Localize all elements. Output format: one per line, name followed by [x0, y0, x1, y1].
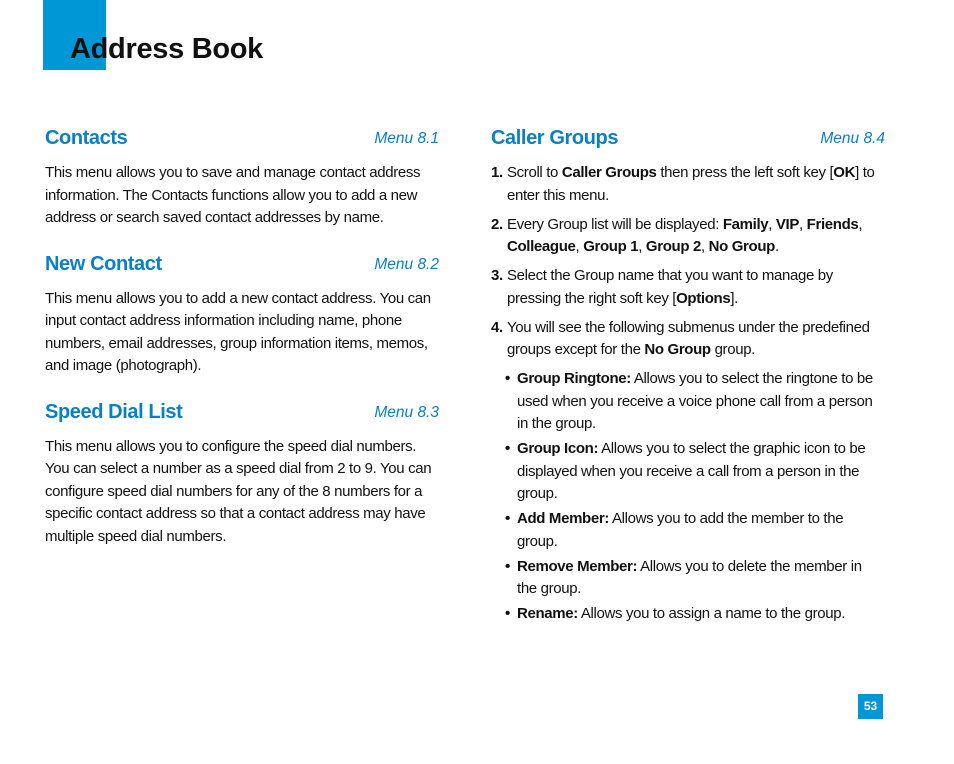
submenu-description: Allows you to delete the member in the group. [517, 557, 862, 597]
section-title: New Contact [45, 252, 162, 275]
step-item [491, 214, 885, 259]
submenu-label: Remove Member: [517, 557, 638, 575]
submenu-label: Add Member: [517, 510, 609, 527]
step-number: 2. [491, 215, 503, 233]
submenu-item [491, 368, 885, 436]
menu-reference: Menu 8.1 [374, 130, 439, 147]
submenu-description: Allows you to select the ringtone to be used when you receive a voice phone call from a person in the group. [517, 370, 873, 432]
step-key-term: OK [833, 164, 856, 181]
bullet-icon: • [505, 370, 510, 387]
submenu-item [491, 556, 885, 601]
step-item [491, 162, 885, 207]
group-name: Group 2 [645, 238, 701, 255]
section-header [45, 251, 439, 277]
step-text: . [774, 238, 779, 255]
bullet-icon: • [505, 510, 510, 527]
page-title: Address Book [70, 33, 263, 65]
step-key-term: Options [676, 289, 731, 307]
section-title: Speed Dial List [45, 400, 183, 423]
group-name: Group 1 [583, 238, 639, 255]
group-name: VIP [775, 215, 800, 233]
step-text: Scroll to [507, 164, 562, 181]
step-text: You will see the following submenus under the predefined groups except for the [507, 318, 870, 358]
step-text: ] to enter this menu. [507, 164, 875, 204]
step-key-term: No Group [644, 341, 711, 358]
step-text: Select the Group name that you want to manage by pressing the right soft key [ [507, 267, 833, 307]
section-header [45, 125, 439, 151]
section-new-contact [45, 251, 439, 378]
separator: , [575, 238, 584, 255]
submenu-label: Group Icon: [517, 440, 599, 457]
step-item [491, 317, 885, 362]
separator: , [858, 215, 863, 233]
left-column [45, 125, 439, 548]
separator: , [700, 238, 709, 255]
section-header [491, 125, 885, 151]
step-item [491, 265, 885, 310]
bullet-icon: • [505, 557, 510, 575]
menu-reference: Menu 8.2 [374, 255, 439, 273]
steps-list [491, 162, 885, 362]
section-title: Contacts [45, 127, 128, 149]
separator: , [768, 215, 776, 233]
submenu-label: Rename: [517, 605, 578, 622]
group-name: No Group [708, 238, 775, 255]
submenu-item [491, 508, 885, 553]
bullet-icon: • [505, 605, 510, 622]
section-header [45, 399, 439, 425]
separator: , [638, 238, 646, 255]
section-contacts [45, 125, 439, 230]
page-number: 53 [858, 694, 883, 719]
submenu-description: Allows you to select the graphic icon to be displayed when you receive a call from a person in the group. [517, 440, 866, 502]
step-number: 4. [491, 318, 503, 336]
submenu-description: Allows you to add the member to the group. [517, 510, 844, 550]
step-text: group. [710, 341, 755, 358]
section-speed-dial-list [45, 399, 439, 549]
step-text: then press the left soft key [ [656, 164, 834, 181]
section-body: This menu allows you to configure the speed dial numbers. You can select a number as a speed dial from 2 to 9. You can configure speed dial numbers for any of the 8 numbers for a specific contact address so that a contact address may have multiple speed dial numbers. [45, 437, 432, 545]
step-number: 3. [491, 267, 503, 284]
menu-reference: Menu 8.4 [820, 130, 885, 147]
submenu-description: Allows you to assign a name to the group. [577, 605, 846, 622]
right-column [491, 125, 885, 628]
section-body: This menu allows you to add a new contact address. You can input contact address information including name, phone numbers, email addresses, group information items, memos, and image (photograph). [45, 289, 431, 374]
submenu-item [491, 438, 885, 506]
menu-reference: Menu 8.3 [374, 403, 439, 421]
step-text: Every Group list will be displayed: [507, 215, 723, 233]
group-name: Family [722, 215, 769, 233]
step-number: 1. [491, 164, 503, 181]
submenu-item [491, 603, 885, 626]
section-body: This menu allows you to save and manage contact address information. The Contacts functions allow you to add a new address or search saved contact addresses by name. [45, 164, 421, 226]
step-key-term: Caller Groups [561, 164, 657, 181]
step-text: ]. [730, 289, 738, 307]
separator: , [799, 215, 807, 233]
bullet-icon: • [505, 440, 510, 457]
group-name: Friends [806, 215, 859, 233]
group-name: Colleague [507, 238, 576, 255]
submenu-label: Group Ringtone: [517, 370, 631, 387]
section-title: Caller Groups [491, 127, 619, 149]
submenu-list [491, 368, 885, 626]
